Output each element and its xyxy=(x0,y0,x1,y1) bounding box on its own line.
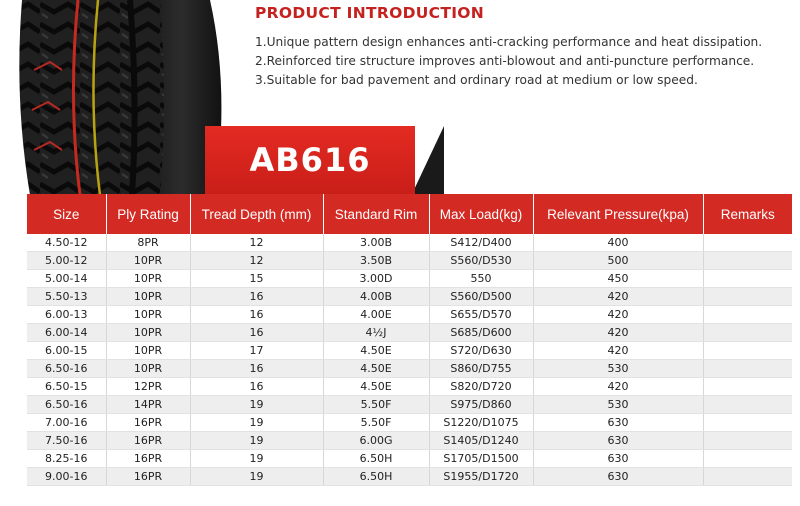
cell-standard-rim: 3.00D xyxy=(323,270,429,288)
table-row xyxy=(27,414,792,432)
tire-tread-icon xyxy=(0,0,240,195)
cell-standard-rim: 3.50B xyxy=(323,252,429,270)
spec-table xyxy=(27,194,792,486)
cell-remarks xyxy=(703,252,792,270)
header-relevant-pressure: Relevant Pressure(kpa) xyxy=(533,194,703,234)
cell-max-load: S560/D500 xyxy=(429,288,533,306)
cell-standard-rim: 4½J xyxy=(323,324,429,342)
cell-tread-depth: 16 xyxy=(190,306,323,324)
cell-max-load: S1220/D1075 xyxy=(429,414,533,432)
cell-size: 5.00-12 xyxy=(27,252,106,270)
cell-relevant-pressure: 420 xyxy=(533,288,703,306)
cell-size: 6.00-14 xyxy=(27,324,106,342)
header-tread-depth: Tread Depth (mm) xyxy=(190,194,323,234)
table-row xyxy=(27,342,792,360)
cell-max-load: S1705/D1500 xyxy=(429,450,533,468)
cell-max-load: S412/D400 xyxy=(429,234,533,252)
cell-max-load: S1405/D1240 xyxy=(429,432,533,450)
cell-size: 5.00-14 xyxy=(27,270,106,288)
cell-tread-depth: 19 xyxy=(190,396,323,414)
header-ply-rating: Ply Rating xyxy=(106,194,190,234)
table-row xyxy=(27,270,792,288)
cell-tread-depth: 19 xyxy=(190,450,323,468)
table-row xyxy=(27,432,792,450)
cell-size: 5.50-13 xyxy=(27,288,106,306)
table-row xyxy=(27,378,792,396)
cell-size: 6.00-13 xyxy=(27,306,106,324)
cell-remarks xyxy=(703,414,792,432)
cell-relevant-pressure: 500 xyxy=(533,252,703,270)
cell-tread-depth: 16 xyxy=(190,378,323,396)
cell-relevant-pressure: 530 xyxy=(533,396,703,414)
intro-list xyxy=(255,33,762,90)
cell-tread-depth: 19 xyxy=(190,468,323,486)
cell-standard-rim: 4.00E xyxy=(323,306,429,324)
cell-ply-rating: 10PR xyxy=(106,252,190,270)
cell-ply-rating: 10PR xyxy=(106,270,190,288)
cell-tread-depth: 16 xyxy=(190,360,323,378)
cell-size: 4.50-12 xyxy=(27,234,106,252)
cell-max-load: 550 xyxy=(429,270,533,288)
cell-standard-rim: 4.50E xyxy=(323,360,429,378)
cell-tread-depth: 15 xyxy=(190,270,323,288)
cell-remarks xyxy=(703,378,792,396)
cell-remarks xyxy=(703,234,792,252)
cell-size: 7.00-16 xyxy=(27,414,106,432)
intro-title: PRODUCT INTRODUCTION xyxy=(255,4,485,22)
intro-point: 2.Reinforced tire structure improves anti-blowout and anti-puncture performance. xyxy=(255,54,755,68)
cell-relevant-pressure: 630 xyxy=(533,450,703,468)
cell-standard-rim: 3.00B xyxy=(323,234,429,252)
cell-standard-rim: 4.00B xyxy=(323,288,429,306)
cell-relevant-pressure: 420 xyxy=(533,324,703,342)
spec-table-header xyxy=(27,194,792,234)
cell-remarks xyxy=(703,450,792,468)
cell-remarks xyxy=(703,288,792,306)
cell-ply-rating: 12PR xyxy=(106,378,190,396)
table-row xyxy=(27,252,792,270)
cell-standard-rim: 6.50H xyxy=(323,450,429,468)
cell-remarks xyxy=(703,468,792,486)
cell-ply-rating: 10PR xyxy=(106,360,190,378)
cell-ply-rating: 8PR xyxy=(106,234,190,252)
table-row xyxy=(27,360,792,378)
cell-relevant-pressure: 630 xyxy=(533,468,703,486)
cell-tread-depth: 16 xyxy=(190,324,323,342)
model-banner: AB616 xyxy=(205,126,415,194)
cell-ply-rating: 10PR xyxy=(106,342,190,360)
cell-max-load: S1955/D1720 xyxy=(429,468,533,486)
cell-ply-rating: 16PR xyxy=(106,432,190,450)
intro-point: 1.Unique pattern design enhances anti-cracking performance and heat dissipation. xyxy=(255,35,763,49)
table-row xyxy=(27,450,792,468)
cell-size: 6.50-15 xyxy=(27,378,106,396)
table-row xyxy=(27,288,792,306)
cell-relevant-pressure: 450 xyxy=(533,270,703,288)
header-max-load: Max Load(kg) xyxy=(429,194,533,234)
cell-standard-rim: 5.50F xyxy=(323,414,429,432)
header-standard-rim: Standard Rim xyxy=(323,194,429,234)
intro-point: 3.Suitable for bad pavement and ordinary road at medium or low speed. xyxy=(255,73,698,87)
cell-size: 9.00-16 xyxy=(27,468,106,486)
cell-remarks xyxy=(703,396,792,414)
cell-relevant-pressure: 630 xyxy=(533,414,703,432)
cell-standard-rim: 4.50E xyxy=(323,342,429,360)
cell-tread-depth: 12 xyxy=(190,234,323,252)
cell-max-load: S655/D570 xyxy=(429,306,533,324)
cell-relevant-pressure: 420 xyxy=(533,306,703,324)
cell-ply-rating: 14PR xyxy=(106,396,190,414)
spec-table-body xyxy=(27,234,792,486)
cell-ply-rating: 10PR xyxy=(106,288,190,306)
cell-remarks xyxy=(703,342,792,360)
cell-max-load: S560/D530 xyxy=(429,252,533,270)
cell-standard-rim: 5.50F xyxy=(323,396,429,414)
cell-standard-rim: 4.50E xyxy=(323,378,429,396)
tire-tread-image xyxy=(0,0,240,195)
cell-relevant-pressure: 630 xyxy=(533,432,703,450)
header-remarks: Remarks xyxy=(703,194,792,234)
table-row xyxy=(27,234,792,252)
cell-tread-depth: 16 xyxy=(190,288,323,306)
cell-remarks xyxy=(703,324,792,342)
cell-standard-rim: 6.50H xyxy=(323,468,429,486)
cell-remarks xyxy=(703,306,792,324)
cell-max-load: S720/D630 xyxy=(429,342,533,360)
cell-relevant-pressure: 400 xyxy=(533,234,703,252)
cell-size: 6.50-16 xyxy=(27,360,106,378)
cell-relevant-pressure: 420 xyxy=(533,378,703,396)
cell-max-load: S820/D720 xyxy=(429,378,533,396)
cell-remarks xyxy=(703,360,792,378)
cell-size: 7.50-16 xyxy=(27,432,106,450)
cell-tread-depth: 17 xyxy=(190,342,323,360)
header-size: Size xyxy=(27,194,106,234)
cell-size: 6.00-15 xyxy=(27,342,106,360)
cell-tread-depth: 19 xyxy=(190,432,323,450)
cell-ply-rating: 16PR xyxy=(106,450,190,468)
cell-max-load: S975/D860 xyxy=(429,396,533,414)
cell-tread-depth: 19 xyxy=(190,414,323,432)
table-row xyxy=(27,468,792,486)
cell-relevant-pressure: 420 xyxy=(533,342,703,360)
cell-size: 6.50-16 xyxy=(27,396,106,414)
table-row xyxy=(27,396,792,414)
cell-remarks xyxy=(703,270,792,288)
cell-relevant-pressure: 530 xyxy=(533,360,703,378)
cell-ply-rating: 16PR xyxy=(106,468,190,486)
table-row xyxy=(27,306,792,324)
table-row xyxy=(27,324,792,342)
cell-remarks xyxy=(703,432,792,450)
cell-ply-rating: 10PR xyxy=(106,324,190,342)
model-banner-shadow xyxy=(412,126,444,194)
cell-size: 8.25-16 xyxy=(27,450,106,468)
cell-tread-depth: 12 xyxy=(190,252,323,270)
cell-standard-rim: 6.00G xyxy=(323,432,429,450)
cell-max-load: S685/D600 xyxy=(429,324,533,342)
cell-ply-rating: 10PR xyxy=(106,306,190,324)
cell-ply-rating: 16PR xyxy=(106,414,190,432)
cell-max-load: S860/D755 xyxy=(429,360,533,378)
